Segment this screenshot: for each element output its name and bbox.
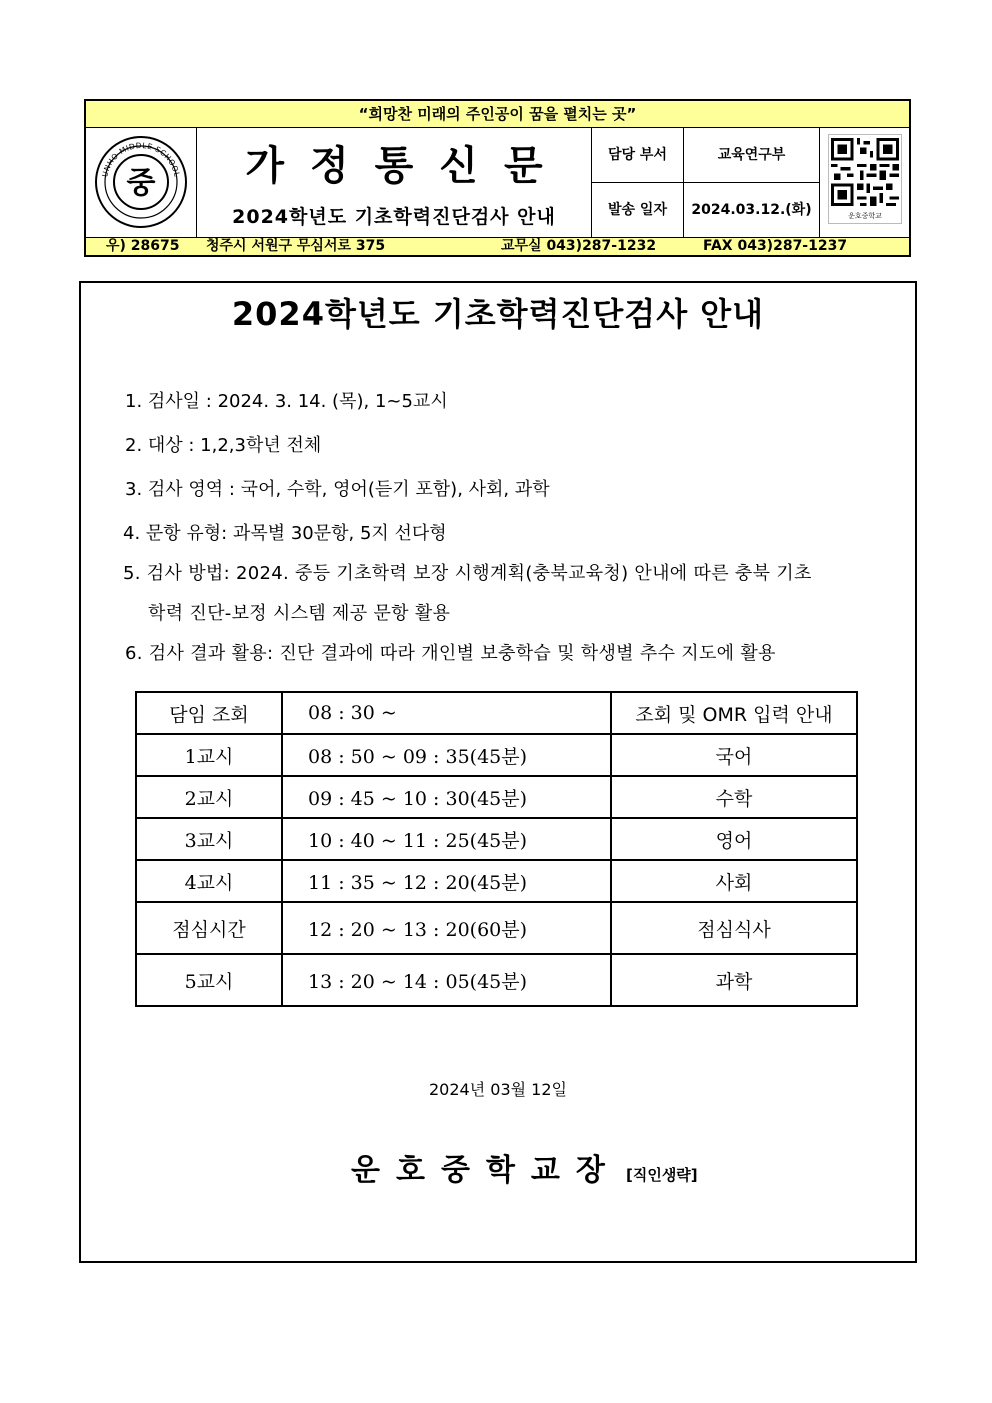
title-cell [197,128,592,237]
principal-signature: 운호중학교장 [351,1153,621,1188]
list-item: 6. 검사 결과 활용: 진단 결과에 따라 개인별 보충학습 및 학생별 추수 지도에 활용 [125,643,776,664]
subject-cell: 사회 [611,860,857,902]
qr-cell [820,128,909,237]
list-item-text: 5. 검사 방법: 2024. 중등 기초학력 보장 시행계획(충북교육청) 안내에 따른 충북 기초 [123,563,812,584]
date-label: 발송 일자 [592,182,684,237]
list-item: 4. 문항 유형: 과목별 30문항, 5지 선다형 [123,523,447,544]
svg-text:중: 중 [126,166,156,201]
list-item: 3. 검사 영역 : 국어, 수학, 영어(듣기 포함), 사회, 과학 [125,479,550,500]
time-cell: 12 : 20 ~ 13 : 20(60분) [282,902,611,954]
subject-cell: 수학 [611,776,857,818]
zip-code: 우) 28675 [106,238,180,254]
list-item [123,559,812,624]
list-item: 1. 검사일 : 2024. 3. 14. (목), 1~5교시 [125,391,448,412]
newsletter-header [84,99,911,257]
table-row [136,860,857,902]
time-cell: 11 : 35 ~ 12 : 20(45분) [282,860,611,902]
dept-value: 교육연구부 [684,128,820,182]
qr-caption: 운호중학교 [848,212,882,220]
newsletter-subtitle: 2024학년도 기초학력진단검사 안내 [232,206,556,228]
subject-cell: 영어 [611,818,857,860]
issue-date: 2024년 03월 12일 [429,1080,567,1099]
time-cell: 08 : 30 ~ [282,692,611,734]
newsletter-name: 가정통신문 [245,142,569,189]
subject-cell: 국어 [611,734,857,776]
time-cell: 08 : 50 ~ 09 : 35(45분) [282,734,611,776]
notice-body [79,281,917,1263]
school-motto: “희망찬 미래의 주인공이 꿈을 펼치는 곳” [86,101,909,128]
subject-cell: 점심식사 [611,902,857,954]
svg-text:UNHO MIDDLE SCHOOL: UNHO MIDDLE SCHOOL [100,140,182,178]
table-row [136,954,857,1006]
schedule-table [135,691,858,1007]
subject-cell: 과학 [611,954,857,1006]
table-row [136,776,857,818]
qr-code-frame[interactable] [828,134,902,224]
list-item: 2. 대상 : 1,2,3학년 전체 [125,435,322,456]
document-title: 2024학년도 기초학력진단검사 안내 [231,295,765,333]
table-row [136,818,857,860]
signature-line [351,1145,698,1189]
table-row [136,902,857,954]
date-value: 2024.03.12.(화) [684,182,820,237]
table-row [136,692,857,734]
time-cell: 13 : 20 ~ 14 : 05(45분) [282,954,611,1006]
seal-omitted-note: [직인생략] [625,1166,698,1184]
dept-label: 담당 부서 [592,128,684,182]
time-cell: 10 : 40 ~ 11 : 25(45분) [282,818,611,860]
school-emblem-icon [93,134,189,230]
list-item-continuation: 학력 진단-보정 시스템 제공 문항 활용 [148,603,451,624]
address-bar [86,238,909,255]
subject-cell: 조회 및 OMR 입력 안내 [611,692,857,734]
logo-cell [86,128,197,237]
qr-code-icon [831,138,899,206]
period-cell: 5교시 [136,954,282,1006]
fax-number: FAX 043)287-1237 [703,238,848,254]
period-cell: 점심시간 [136,902,282,954]
header-main-row [86,128,909,238]
table-row [136,734,857,776]
period-cell: 2교시 [136,776,282,818]
time-cell: 09 : 45 ~ 10 : 30(45분) [282,776,611,818]
period-cell: 1교시 [136,734,282,776]
office-phone: 교무실 043)287-1232 [501,238,657,254]
period-cell: 담임 조회 [136,692,282,734]
period-cell: 3교시 [136,818,282,860]
period-cell: 4교시 [136,860,282,902]
street-address: 청주시 서원구 무심서로 375 [206,238,386,254]
